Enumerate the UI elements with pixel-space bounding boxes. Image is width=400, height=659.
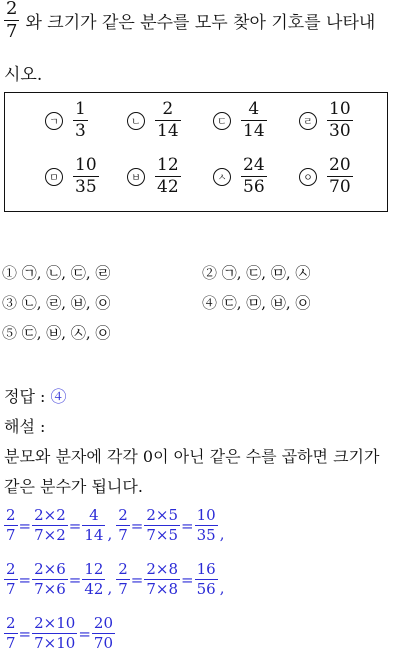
comma: ,	[107, 525, 113, 543]
choice-fraction: $\frac{4}{14}$	[243, 99, 265, 141]
equals-sign: =	[18, 624, 32, 643]
equation-fraction: $\frac{2}{7}$	[6, 506, 16, 544]
comma: ,	[219, 525, 225, 543]
equation-fraction: $\frac{2\times 8}{7\times 8}$	[146, 560, 179, 598]
equation-row-1	[4, 508, 228, 543]
choice-mark: ㄴ	[127, 112, 145, 130]
equation-fraction: $\frac{2\times 5}{7\times 5}$	[146, 506, 179, 544]
choice-mark: ㅂ	[127, 168, 145, 186]
equals-sign: =	[18, 570, 32, 589]
choice-item	[213, 101, 267, 140]
equation-fraction: $\frac{2\times 6}{7\times 6}$	[34, 560, 66, 598]
comma: ,	[107, 579, 113, 597]
choice-fraction: $\frac{12}{42}$	[157, 155, 179, 197]
choice-mark: ㄷ	[213, 112, 231, 130]
option-1[interactable]: ① ㉠, ㉡, ㉢, ㉣	[2, 264, 111, 282]
choice-box	[4, 92, 388, 212]
equation-fraction: $\frac{10}{35}$	[196, 506, 216, 544]
equals-sign: =	[181, 516, 194, 535]
equals-sign: =	[181, 570, 194, 589]
equation-fraction: $\frac{2\times 2}{7\times 2}$	[34, 506, 66, 544]
question-text: 와 크기가 같은 분수를 모두 찾아 기호를 나타내	[25, 13, 376, 33]
equation-fraction: $\frac{4}{14}$	[84, 506, 104, 544]
equation-fraction: $\frac{2}{7}$	[6, 614, 16, 652]
question-line-2: 시오.	[4, 65, 43, 85]
choice-item	[127, 157, 181, 196]
choice-mark: ㅇ	[299, 168, 317, 186]
equation-row-3	[4, 616, 115, 651]
choice-fraction: $\frac{1}{3}$	[75, 99, 86, 141]
equals-sign: =	[130, 570, 144, 589]
choice-mark: ㄹ	[299, 112, 317, 130]
equals-sign: =	[130, 516, 144, 535]
option-3[interactable]: ③ ㉡, ㉣, ㉥, ㉧	[2, 294, 111, 312]
equation-fraction: $\frac{16}{56}$	[196, 560, 216, 598]
question-line-1	[4, 0, 375, 41]
question-fraction: $\frac{2}{7}$	[6, 0, 18, 42]
option-2[interactable]: ② ㉠, ㉢, ㉤, ㉦	[202, 264, 311, 282]
choice-item	[45, 101, 88, 140]
choice-mark: ㅁ	[45, 168, 63, 186]
explanation-line-2: 같은 분수가 됩니다.	[4, 477, 143, 496]
equation-fraction: $\frac{2}{7}$	[118, 560, 128, 598]
equals-sign: =	[68, 570, 82, 589]
choice-fraction: $\frac{10}{30}$	[329, 99, 351, 141]
equation-row-2	[4, 562, 228, 597]
equals-sign: =	[78, 624, 91, 643]
choice-item	[127, 101, 181, 140]
option-5[interactable]: ⑤ ㉢, ㉥, ㉦, ㉧	[2, 324, 111, 342]
choice-item	[299, 101, 353, 140]
choice-fraction: $\frac{20}{70}$	[329, 155, 351, 197]
option-4[interactable]: ④ ㉢, ㉤, ㉥, ㉧	[202, 294, 311, 312]
answer-label: 정답 :	[4, 387, 46, 406]
equals-sign: =	[68, 516, 82, 535]
choice-item	[45, 157, 99, 196]
explanation-label: 해설 :	[4, 417, 46, 436]
equation-fraction: $\frac{2\times 10}{7\times 10}$	[34, 614, 76, 652]
choice-mark: ㅅ	[213, 168, 231, 186]
comma: ,	[219, 579, 225, 597]
answer-line	[4, 384, 67, 407]
choice-item	[299, 157, 353, 196]
choice-fraction: $\frac{2}{14}$	[157, 99, 179, 141]
answer-value: ④	[50, 387, 67, 406]
equation-fraction: $\frac{2}{7}$	[118, 506, 128, 544]
equation-fraction: $\frac{12}{42}$	[84, 560, 104, 598]
equation-fraction: $\frac{20}{70}$	[93, 614, 113, 652]
equation-fraction: $\frac{2}{7}$	[6, 560, 16, 598]
choice-fraction: $\frac{24}{56}$	[243, 155, 265, 197]
equals-sign: =	[18, 516, 32, 535]
explanation-line-1: 분모와 분자에 각각 0이 아닌 같은 수를 곱하면 크기가	[4, 447, 380, 466]
choice-mark: ㄱ	[45, 112, 63, 130]
choice-item	[213, 157, 267, 196]
choice-fraction: $\frac{10}{35}$	[75, 155, 97, 197]
